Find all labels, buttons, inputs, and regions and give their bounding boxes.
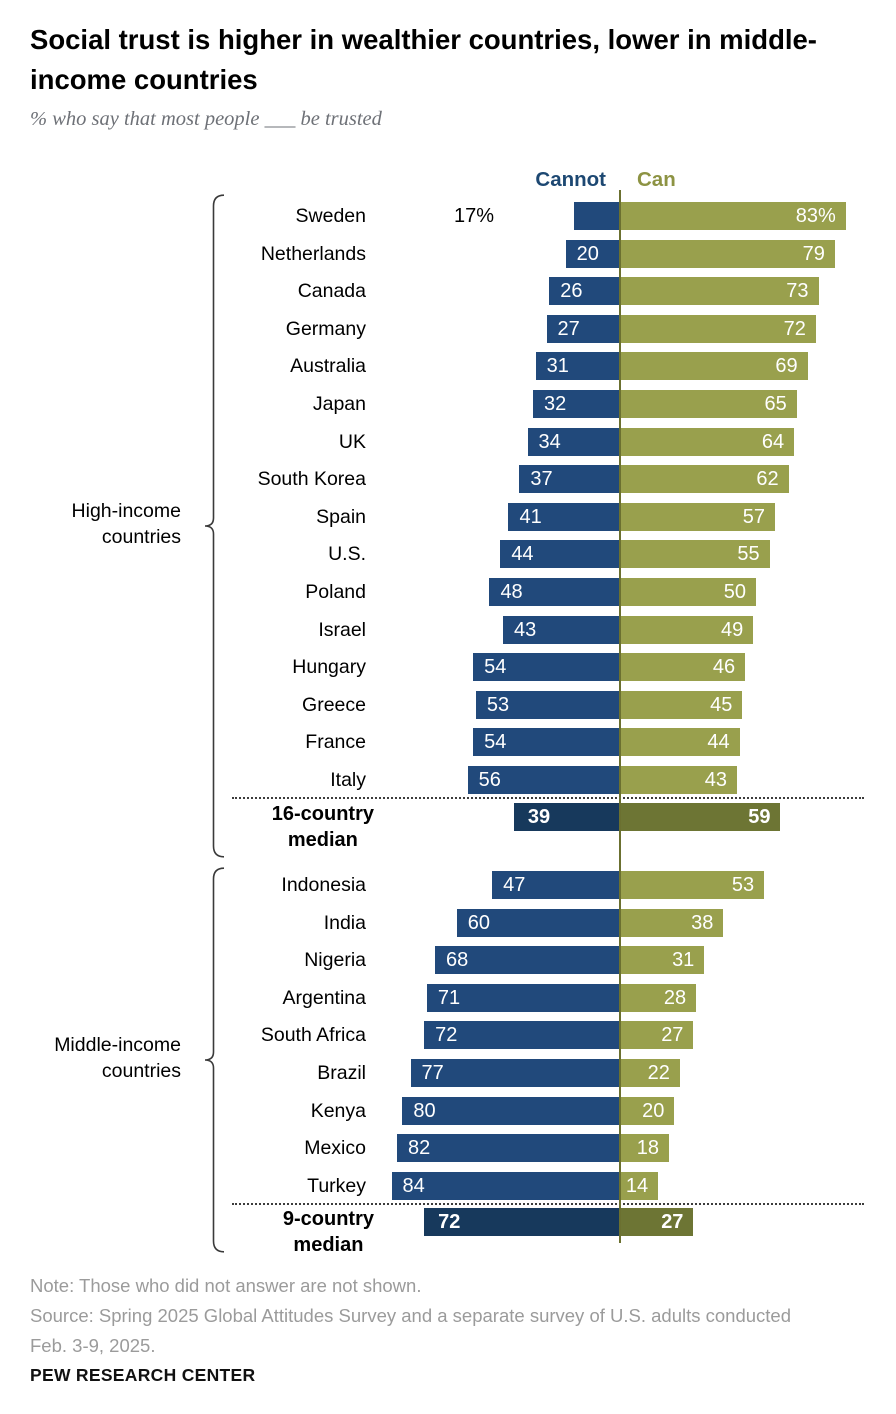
cannot-value-label: 43: [514, 618, 537, 641]
country-label: Israel: [318, 618, 366, 641]
country-label: Canada: [297, 280, 366, 303]
can-bar: [620, 352, 808, 380]
can-bar: [620, 909, 723, 937]
country-label: Greece: [302, 693, 366, 716]
cannot-bar: [533, 390, 620, 418]
can-value-label: 18: [636, 1137, 659, 1160]
median-label-9-country: 9-country median: [282, 1208, 374, 1256]
can-value-label: 62: [756, 468, 779, 491]
cannot-bar: [392, 1172, 620, 1200]
can-value-label: 50: [723, 581, 746, 603]
cannot-value-label: 44: [511, 543, 534, 566]
can-bar: [620, 428, 794, 456]
cannot-bar: [411, 1059, 620, 1087]
can-value-label: 69: [775, 355, 798, 378]
cannot-bar: [476, 691, 620, 719]
country-label: Indonesia: [281, 874, 366, 896]
can-bar: [620, 766, 737, 794]
cannot-value-label: 27: [557, 317, 580, 340]
can-bar: [620, 1021, 693, 1049]
can-bar: [620, 691, 742, 719]
cannot-bar: [424, 1021, 620, 1049]
can-bar: [620, 984, 696, 1012]
cannot-value-label: 84: [402, 1174, 425, 1197]
cannot-bar: [547, 315, 620, 343]
can-bar: [620, 653, 745, 681]
country-label: Argentina: [282, 986, 366, 1009]
can-value-label: 28: [663, 986, 687, 1009]
country-label: Poland: [305, 581, 366, 603]
country-label: Netherlands: [260, 242, 366, 265]
can-bar: [620, 946, 704, 974]
cannot-bar: [492, 871, 620, 899]
can-bar: [620, 465, 789, 493]
country-label: Nigeria: [304, 949, 366, 972]
cannot-bar: [424, 1208, 620, 1236]
cannot-value-label: 56: [478, 769, 501, 791]
can-value-label: 55: [737, 543, 760, 566]
can-value-label: 53: [731, 874, 755, 896]
center-axis-line: [619, 190, 621, 1243]
cannot-value-label: 34: [538, 430, 561, 453]
can-bar: [620, 578, 756, 606]
can-value-label: 20: [642, 1099, 665, 1122]
cannot-value-label: 47: [503, 874, 526, 896]
cannot-value-label: 54: [484, 731, 507, 754]
cannot-value-label: 71: [437, 986, 461, 1009]
can-bar: [620, 1134, 669, 1162]
can-bar: [620, 803, 780, 831]
cannot-bar: [528, 428, 620, 456]
legend-can-label: Can: [637, 168, 676, 191]
footer-source: Source: Spring 2025 Global Attitudes Survey and a separate survey of U.S. adults conducted Feb. 3-9, 2025.: [30, 1305, 792, 1356]
can-bar: [620, 871, 764, 899]
median-label-16-country: 16-country median: [271, 803, 374, 851]
can-bar: [620, 1172, 658, 1200]
can-value-label: 22: [647, 1062, 670, 1084]
country-label: Mexico: [304, 1137, 366, 1160]
country-label: South Africa: [260, 1024, 366, 1047]
can-value-label: 27: [661, 1211, 684, 1233]
can-value-label: 83%: [795, 205, 836, 227]
can-value-label: 38: [691, 911, 714, 934]
cannot-value-label: 39: [527, 806, 551, 828]
cannot-bar: [519, 465, 620, 493]
country-label: Australia: [290, 355, 366, 378]
can-value-label: 64: [761, 430, 785, 453]
can-bar: [620, 202, 846, 230]
cannot-value-label: 54: [484, 656, 507, 679]
can-value-label: 27: [661, 1024, 684, 1047]
cannot-value-label: 53: [486, 693, 510, 716]
page-title: Social trust is higher in wealthier countries, lower in middle-income countries: [30, 24, 817, 95]
cannot-bar: [503, 616, 620, 644]
cannot-bar: [468, 766, 620, 794]
cannot-value-label: 37: [530, 468, 553, 491]
cannot-value-label: 41: [519, 505, 542, 528]
cannot-value-label: 26: [560, 280, 583, 303]
group-label-middle-income: Middle-income countries: [54, 1034, 181, 1082]
country-label: India: [323, 911, 366, 934]
brand-wordmark: PEW RESEARCH CENTER: [30, 1365, 256, 1385]
cannot-value-label: 17%: [453, 205, 494, 227]
cannot-bar: [489, 578, 620, 606]
country-label: France: [305, 731, 366, 754]
country-label: Turkey: [307, 1174, 366, 1197]
cannot-value-label: 80: [413, 1099, 436, 1122]
cannot-bar: [500, 540, 620, 568]
can-bar: [620, 1208, 693, 1236]
footer-note: Note: Those who did not answer are not shown.: [30, 1275, 422, 1296]
country-label: Italy: [330, 769, 366, 791]
median-separator-line: [232, 1203, 864, 1205]
cannot-value-label: 72: [438, 1211, 461, 1233]
can-bar: [620, 277, 819, 305]
can-value-label: 65: [764, 393, 787, 415]
can-value-label: 43: [704, 769, 727, 791]
can-value-label: 72: [783, 317, 806, 340]
cannot-value-label: 32: [543, 393, 567, 415]
can-bar: [620, 240, 835, 268]
can-bar: [620, 728, 740, 756]
cannot-bar: [473, 728, 620, 756]
cannot-bar: [566, 240, 620, 268]
can-bar: [620, 540, 770, 568]
can-value-label: 57: [742, 505, 766, 528]
country-label: Spain: [316, 505, 366, 528]
cannot-bar: [435, 946, 620, 974]
country-label: Germany: [285, 317, 366, 340]
country-label: U.S.: [328, 543, 366, 566]
can-bar: [620, 1097, 674, 1125]
can-value-label: 46: [712, 656, 736, 679]
can-value-label: 45: [710, 693, 733, 716]
cannot-bar: [514, 803, 620, 831]
cannot-bar: [508, 503, 620, 531]
country-label: UK: [338, 430, 366, 453]
country-label: South Korea: [257, 468, 366, 491]
cannot-bar: [473, 653, 620, 681]
cannot-value-label: 72: [435, 1024, 458, 1047]
legend-cannot-label: Cannot: [535, 168, 606, 191]
country-label: Sweden: [295, 205, 366, 227]
can-bar: [620, 616, 753, 644]
cannot-value-label: 60: [467, 911, 491, 934]
page-subtitle: % who say that most people ___ be trusted: [30, 108, 382, 130]
country-label: Brazil: [317, 1062, 366, 1084]
cannot-bar: [574, 202, 620, 230]
cannot-bar: [397, 1134, 620, 1162]
can-value-label: 49: [721, 618, 744, 641]
can-bar: [620, 503, 775, 531]
cannot-bar: [457, 909, 620, 937]
median-separator-line: [232, 797, 864, 799]
can-bar: [620, 315, 816, 343]
cannot-value-label: 68: [446, 949, 469, 972]
country-label: Kenya: [310, 1099, 366, 1122]
can-value-label: 79: [802, 242, 825, 265]
can-value-label: 14: [625, 1174, 649, 1197]
cannot-bar: [536, 352, 620, 380]
can-value-label: 31: [672, 949, 695, 972]
cannot-value-label: 48: [500, 581, 523, 603]
country-label: Hungary: [292, 656, 366, 679]
cannot-value-label: 31: [546, 355, 569, 378]
cannot-value-label: 82: [407, 1137, 431, 1160]
country-label: Japan: [312, 393, 366, 415]
cannot-value-label: 77: [421, 1062, 444, 1084]
cannot-bar: [427, 984, 620, 1012]
can-value-label: 59: [748, 806, 771, 828]
can-bar: [620, 390, 797, 418]
can-bar: [620, 1059, 680, 1087]
group-label-high-income: High-income countries: [71, 500, 181, 548]
cannot-value-label: 20: [576, 242, 599, 265]
can-value-label: 73: [786, 280, 809, 303]
cannot-bar: [549, 277, 620, 305]
cannot-bar: [402, 1097, 620, 1125]
can-value-label: 44: [707, 731, 730, 754]
